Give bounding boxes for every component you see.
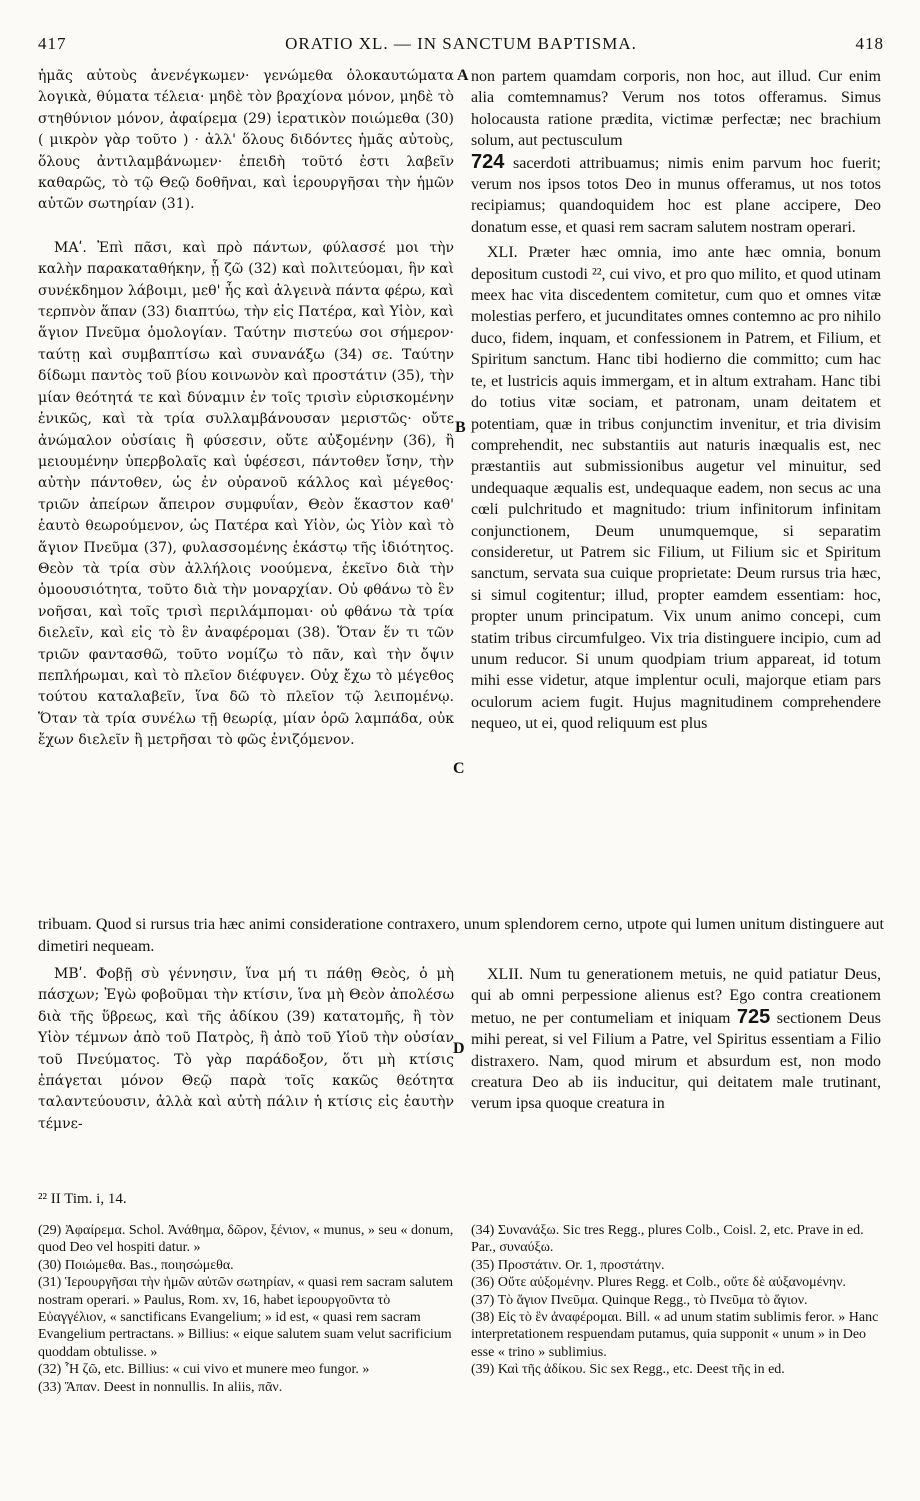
running-title: ORATIO XL. — IN SANCTUM BAPTISMA. bbox=[285, 34, 637, 53]
column-number-724: 724 bbox=[471, 150, 505, 173]
footnote: (34) Συνανάξω. Sic tres Regg., plures Colb., Coisl. 2, etc. Prave in ed. Par., συναύξω. bbox=[471, 1223, 864, 1256]
footnote: (36) Οὔτε αὐξομένην. Plures Regg. et Colb., οὔτε δὲ αὐξανομένην. bbox=[471, 1275, 847, 1291]
page-number-left: 417 bbox=[38, 34, 67, 53]
latin-paragraph-xlii-a bbox=[471, 964, 881, 1115]
latin-column-lower bbox=[471, 964, 881, 1115]
footnote: (32) Ἧ ζῶ, etc. Billius: « cui vivo et munere meo fungor. » bbox=[38, 1362, 370, 1378]
column-number-725: 725 bbox=[736, 1005, 771, 1028]
footnotes-left bbox=[38, 1222, 454, 1396]
footnote: (33) Ἅπαν. Deest in nonnullis. In aliis, πᾶν. bbox=[38, 1379, 283, 1395]
footnote: (29) Ἀφαίρεμα. Schol. Ἀνάθημα, δῶρον, ξένιον, « munus, » seu « donum, quod Deo vel hospiti datur. » bbox=[38, 1223, 454, 1256]
margin-letter-d: D bbox=[453, 1040, 465, 1057]
margin-letter-c: C bbox=[453, 760, 465, 777]
footnote: (39) Καὶ τῆς ἀδίκου. Sic sex Regg., etc. Deest τῆς in ed. bbox=[471, 1362, 785, 1378]
footnote: (31) Ἱερουργῆσαι τὴν ἡμῶν αὐτῶν σωτηρίαν, « quasi rem sacram salutem nostram operari. » Paulus, Rom. xv, 16, habet ἱερουργοῦντα τὸ Εὐαγγέλιον, « sanctificans Evangelium; » id est, « quasi rem sacram Evangelium pertractans. » Billius: « eique salutem suam velut sacrificium quoddam obtulisse. » bbox=[38, 1275, 454, 1360]
latin-column bbox=[471, 66, 881, 735]
greek-column-lower bbox=[38, 964, 454, 1135]
latin-paragraph-xlii-a-text: XLII. Num tu generationem metuis, ne quid patiatur Deus, qui ab omni perpessione alienus est? Ego contra creationem metuo, ne per contumeliam et iniquam bbox=[471, 966, 881, 1027]
footnote: (38) Εἰς τὸ ἓν ἀναφέρομαι. Bill. « ad unum statim sublimis feror. » Hanc interpretationem respuendam putamus, quia supponit « unum » in Deo esse « trino » sublimius. bbox=[471, 1310, 879, 1360]
page-number-right: 418 bbox=[855, 34, 884, 53]
latin-paragraph-1b bbox=[471, 152, 881, 239]
full-width-continuation: tribuam. Quod si rursus tria hæc animi consideratione contraxero, unum splendorem cerno, utpote qui lumen unitum distinguere aut dimetiri nequeam. bbox=[38, 916, 884, 955]
latin-paragraph-xlii-b-text: sectionem Deus mihi pereat, si vel Filium a Patre, vel Spiritus essentiam a Filio distraxero. Nam, quod mirum et absurdum est, non modo creatura Deo ab iis inducitur, qui deitatem male trutinant, verum ipsa quoque creatura in bbox=[471, 1009, 882, 1113]
footnote: (37) Τὸ ἅγιον Πνεῦμα. Quinque Regg., τὸ Πνεῦμα τὸ ἅγιον. bbox=[471, 1292, 808, 1308]
running-header bbox=[38, 34, 884, 58]
latin-paragraph-1a: non partem quamdam corporis, non hoc, aut illud. Cur enim alia comtemnamus? Verum nos totos offeramus. Simus holocausta ratione prædita, victimæ perfectæ; nec brachium solum, aut pectusculum bbox=[471, 68, 881, 150]
greek-paragraph-xlii: ΜΒʹ. Φοβῇ σὺ γέννησιν, ἵνα μή τι πάθῃ Θεὸς, ὁ μὴ πάσχων; Ἐγὼ φοβοῦμαι τὴν κτίσιν, ἵνα μὴ Θεὸν ἀπολέσω διὰ τῆς ὕβρεως, καὶ τῆς ἀδίκου (39) κατατομῆς, ἢ τὸν Υἱὸν τέμνων ἀπὸ τοῦ Πατρὸς, ἢ ἀπὸ τοῦ Υἱοῦ τὴν οὐσίαν τοῦ Πνεύματος. Τὸ γὰρ παράδοξον, ὅτι μὴ κτίσις ἐπάγεται μόνον Θεῷ παρὰ τοῖς κακῶς θεότητα ταλαντεύουσιν, ἀλλὰ καὶ αὐτὴ πάλιν ἡ κτίσις εἰς ἑαυτὴν τέμνε- bbox=[38, 966, 454, 1132]
margin-letter-a: A bbox=[457, 67, 469, 84]
latin-paragraph-1b-text: sacerdoti attribuamus; nimis enim parvum hoc fuerit; verum nos ipsos totos Deo in munus offeramus, ut nos totos recipiamus; quandoquidem hoc est plane accipere, Deo donatum esse, et quasi rem sacram salutem nostram operari. bbox=[471, 154, 881, 236]
margin-letter-b: B bbox=[455, 419, 466, 436]
footnote: (30) Ποιώμεθα. Bas., ποιησώμεθα. bbox=[38, 1257, 234, 1273]
footnote: (35) Προστάτιν. Or. 1, προστάτην. bbox=[471, 1257, 665, 1273]
greek-paragraph-1: ἡμᾶς αὐτοὺς ἀνενέγκωμεν· γενώμεθα ὁλοκαυτώματα λογικὰ, θύματα τέλεια· μηδὲ τὸν βραχίονα μόνον, μηδὲ τὸ στηθύνιον μόνον, ἀφαίρεμα (29) ἱερατικὸν ποιώμεθα (30) ( μικρὸν γὰρ τοῦτο ) · ἀλλ' ὅλους διδόντες ἡμᾶς αὐτοὺς, ὅλους ἀντιλαμβάνωμεν· ἐπειδὴ τοῦτό ἐστι λαβεῖν καθαρῶς, τὸ τῷ Θεῷ δοθῆναι, καὶ ἱερουργῆσαι τὴν ἡμῶν αὐτῶν σωτηρίαν (31). bbox=[38, 68, 454, 213]
scripture-note: ²² II Tim. i, 14. bbox=[38, 1191, 127, 1207]
greek-paragraph-xli: ΜΑʹ. Ἐπὶ πᾶσι, καὶ πρὸ πάντων, φύλασσέ μοι τὴν καλὴν παρακαταθήκην, ᾗ ζῶ (32) καὶ πολιτεύομαι, ἣν καὶ συνέκδημον λάβοιμι, μεθ' ἧς καὶ ἀλγεινὰ πάντα φέρω, καὶ τερπνὸν ἅπαν (33) διαπτύω, τὴν εἰς Πατέρα, καὶ Υἱὸν, καὶ ἅγιον Πνεῦμα ὁμολογίαν. Ταύτην πιστεύω σοι σήμερον· ταύτῃ καὶ συμβαπτίσω καὶ συνανάξω (34) σε. Ταύτην δίδωμι παντὸς τοῦ βίου κοινωνὸν καὶ προστάτιν (35), τὴν μίαν θεότητά τε καὶ δύναμιν ἐν τοῖς τρισὶν εὑρισκομένην ἑνικῶς, καὶ τὰ τρία συλλαμβάνουσαν μεριστῶς· οὔτε ἀνώμαλον οὐσίαις ἢ φύσεσιν, οὔτε αὐξομένην (36), ἢ μειουμένην ὑπερβολαῖς καὶ ὑφέσεσι, πάντοθεν ἴσην, τὴν αὐτὴν πάντοθεν, ὡς ἐν οὐρανοῦ κάλλος καὶ μέγεθος· τριῶν ἀπείρων ἄπειρον συμφυΐαν, Θεὸν ἕκαστον καθ' ἑαυτὸ θεωρούμενον, ὡς Πατέρα καὶ Υἱὸν, ὡς Υἱὸν καὶ τὸ ἅγιον Πνεῦμα (37), φυλασσομένης ἑκάστῳ τῆς ἰδιότητος. Θεὸν τὰ τρία σὺν ἀλλήλοις νοούμενα, ἐκεῖνο διὰ τὴν ὁμοουσιότητα, τοῦτο διὰ τὴν μοναρχίαν. Οὐ φθάνω τὸ ἓν νοῆσαι, καὶ τοῖς τρισὶ περιλάμπομαι· οὐ φθάνω τὰ τρία διελεῖν, καὶ εἰς τὸ ἓν ἀναφέρομαι (38). Ὅταν ἕν τι τῶν τριῶν φαντασθῶ, τοῦτο νομίζω τὸ πᾶν, καὶ τὴν ὄψιν πεπλήρωμαι, καὶ τὸ πλεῖον διέφυγεν. Οὐχ ἔχω τὸ μέγεθος τούτου καταλαβεῖν, ἵνα δῶ τὸ πλεῖον τῷ λειπομένῳ. Ὅταν τὰ τρία συνέλω τῇ θεωρίᾳ, μίαν ὁρῶ λαμπάδα, οὐκ ἔχων διελεῖν ἢ μετρῆσαι τὸ φῶς ἑνιζόμενον. bbox=[38, 239, 454, 749]
greek-column bbox=[38, 66, 454, 752]
footnotes-right bbox=[471, 1222, 881, 1379]
latin-paragraph-xli: XLI. Præter hæc omnia, imo ante hæc omnia, bonum depositum custodi ²², cui vivo, et pro quo milito, et quod utinam meex hac vita discedentem comitetur, cum quo et omnes vitæ molestias perfero, et jucunditates omnes contemno ac pro nihilo duco, fidem, inquam, et confessionem in Patrem, et Filium, et Spiritum sanctum. Hanc tibi hodierno die committo; cum hac te, et lustricis aquis immergam, et in altum extraham. Hanc tibi do totius vitæ sociam, et patronam, unam deitatem et potentiam, quæ in tribus conjunctim invenitur, et tria divisim comprehendit, nec substantiis aut naturis inæqualis est, nec præstantiis aut submissionibus augetur vel minuitur, sed undequaque æqualis est, undequaque eadem, non secus ac una cœli pulchritudo et magnitudo: trium infinitorum infinitam conjunctionem, Deum unumquemque, si separatim consideretur, ut Patrem sic Filium, ut Filium sic et Spiritum sanctum, servata sua cuique proprietate: Deum rursus tria hæc, si simul cogitentur; illud, propter eamdem essentiam: hoc, propter unum principatum. Vix unum animo concepi, cum statim tribus circumfulgeo. Vix tria distinguere incipio, cum ad unum reducor. Si unum quodpiam trium appareat, id totum mihi esse videtur, atque implentur oculi, majorque etiam pars oculorum aciem fugit. Hujus magnitudinem comprehendere nequeo, ut ei, quod reliquum est plus bbox=[471, 244, 881, 733]
